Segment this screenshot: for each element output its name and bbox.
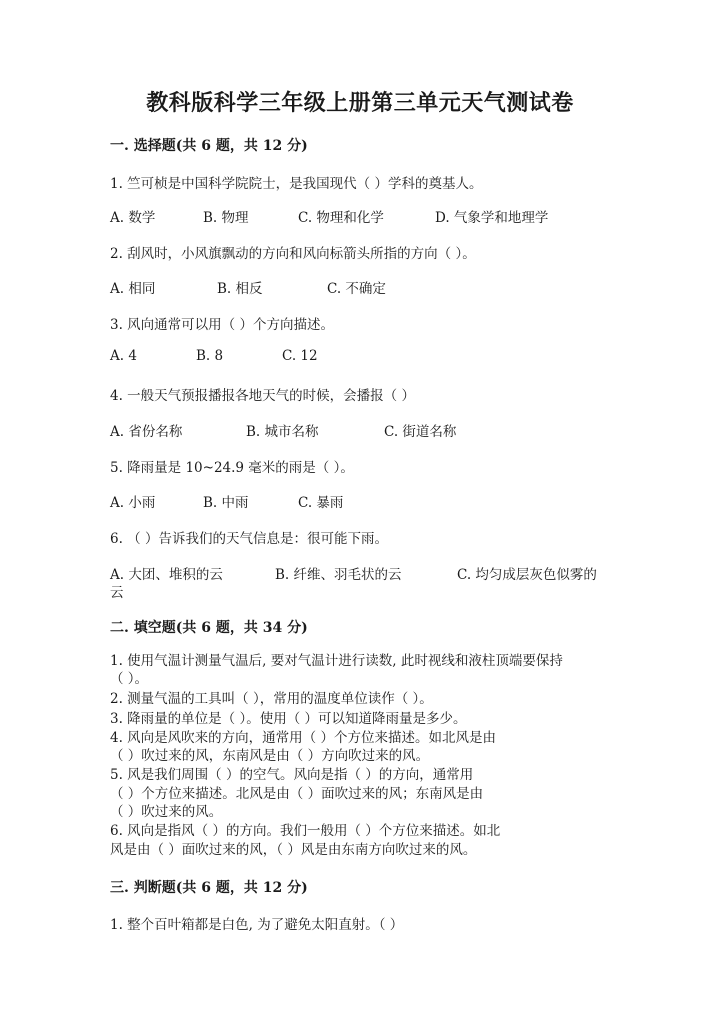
- question-text: 3. 风向通常可以用（ ）个方向描述。: [110, 317, 334, 333]
- fill-line: 6. 风向是指风（ ）的方向。我们一般用（ ）个方位来描述。如北: [110, 823, 501, 839]
- section-heading-choice: 一. 选择题(共 6 题，共 12 分): [110, 138, 308, 154]
- option: A. 省份名称: [110, 424, 183, 440]
- option-wrap: 云: [110, 585, 124, 601]
- option: A. 相同: [110, 281, 156, 297]
- option: A. 数学: [110, 210, 156, 226]
- page-title: 教科版科学三年级上册第三单元天气测试卷: [146, 90, 574, 116]
- option: B. 城市名称: [246, 424, 319, 440]
- option: C. 12: [282, 348, 318, 364]
- option: C. 不确定: [327, 281, 386, 297]
- section-heading-true-false: 三. 判断题(共 6 题，共 12 分): [110, 880, 308, 896]
- option: C. 暴雨: [298, 495, 344, 511]
- fill-line: 5. 风是我们周围（ ）的空气。风向是指（ ）的方向，通常用: [110, 767, 474, 783]
- option: A. 大团、堆积的云: [110, 567, 223, 583]
- fill-line: 1. 使用气温计测量气温后, 要对气温计进行读数, 此时视线和液柱顶端要保持: [110, 653, 563, 669]
- fill-line: 4. 风向是风吹来的方向，通常用（ ）个方位来描述。如北风是由: [110, 730, 496, 746]
- question-text: 6. （ ）告诉我们的天气信息是：很可能下雨。: [110, 531, 388, 547]
- fill-line: （ ）吹过来的风，东南风是由（ ）方向吹过来的风。: [110, 748, 430, 764]
- question-text: 4. 一般天气预报播报各地天气的时候，会播报（ ）: [110, 388, 415, 404]
- section-heading-fill-blank: 二. 填空题(共 6 题，共 34 分): [110, 620, 308, 636]
- question-text: 1. 竺可桢是中国科学院院士，是我国现代（ ）学科的奠基人。: [110, 176, 483, 192]
- option: B. 纤维、羽毛状的云: [275, 567, 402, 583]
- option: D. 气象学和地理学: [435, 210, 549, 226]
- option: C. 物理和化学: [298, 210, 384, 226]
- fill-line: 风是由（ ）面吹过来的风，（ ）风是由东南方向吹过来的风。: [110, 842, 477, 858]
- fill-line: （ ）个方位来描述。北风是由（ ）面吹过来的风；东南风是由: [110, 786, 484, 802]
- fill-line: （ ）吹过来的风。: [110, 804, 223, 820]
- fill-line: 3. 降雨量的单位是（ ）。使用（ ）可以知道降雨量是多少。: [110, 711, 467, 727]
- option: B. 8: [196, 348, 224, 364]
- option: A. 小雨: [110, 495, 156, 511]
- option: B. 物理: [203, 210, 249, 226]
- option: B. 中雨: [203, 495, 249, 511]
- option: C. 均匀成层灰色似雾的: [457, 567, 597, 583]
- question-text: 2. 刮风时，小风旗飘动的方向和风向标箭头所指的方向（ ）。: [110, 246, 476, 262]
- option: C. 街道名称: [384, 424, 457, 440]
- option: A. 4: [110, 348, 137, 364]
- fill-line: （ ）。: [110, 671, 149, 687]
- question-text: 5. 降雨量是 10~24.9 毫米的雨是（ ）。: [110, 460, 354, 476]
- fill-line: 2. 测量气温的工具叫（ ），常用的温度单位读作（ ）。: [110, 691, 433, 707]
- option: B. 相反: [217, 281, 263, 297]
- question-text: 1. 整个百叶箱都是白色, 为了避免太阳直射。（ ）: [110, 917, 404, 933]
